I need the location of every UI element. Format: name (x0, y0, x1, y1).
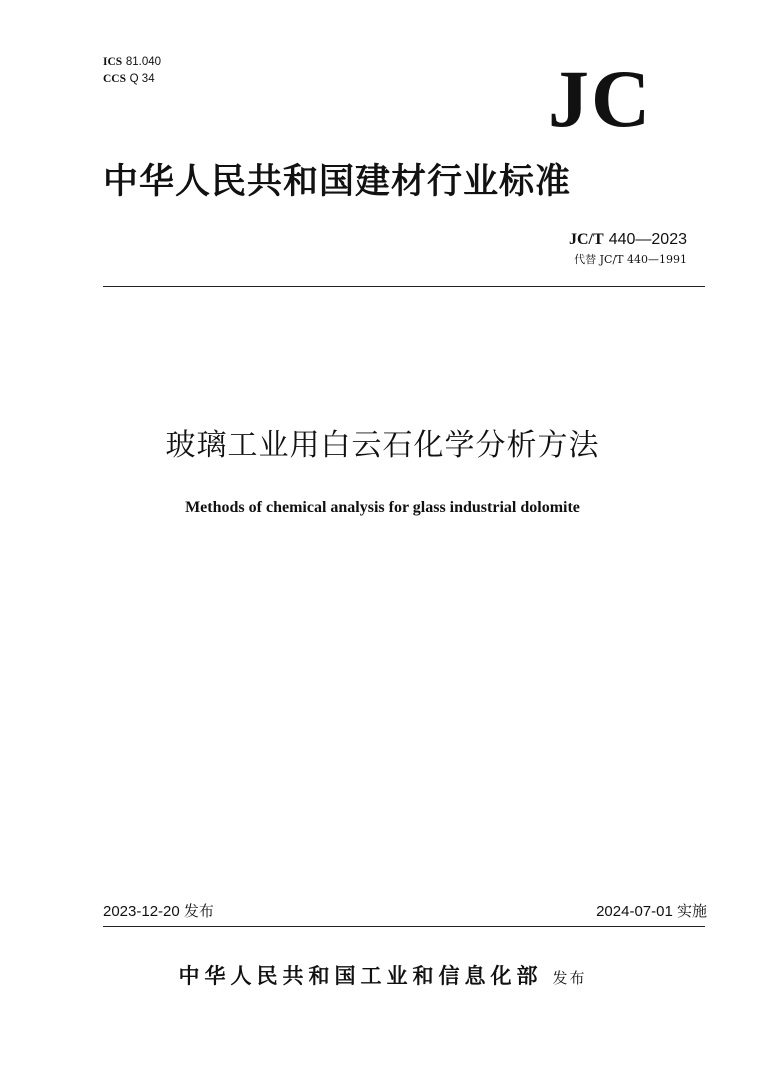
ccs-value: Q 34 (129, 73, 155, 85)
ics-value: 81.040 (125, 56, 162, 68)
ics-label: ICS (103, 56, 123, 68)
standard-prefix: JC/T (568, 231, 604, 248)
footer-divider (103, 926, 705, 927)
ics-code (103, 53, 161, 70)
jc-logo: JC (548, 53, 653, 144)
title-chinese: 玻璃工业用白云石化学分析方法 (165, 428, 600, 463)
standard-number (569, 229, 687, 250)
standard-code: 440—2023 (608, 231, 687, 248)
issuer-action: 发布 (552, 969, 587, 987)
classification-codes (103, 53, 161, 87)
ccs-code (103, 70, 161, 87)
standard-category: 中华人民共和国建材行业标准 (103, 161, 572, 202)
title-english: Methods of chemical analysis for glass industrial dolomite (185, 499, 580, 516)
ccs-label: CCS (103, 73, 127, 85)
header-divider (103, 286, 705, 287)
replaces-note: 代替 JC/T 440—1991 (574, 253, 687, 266)
issuer-organization: 中华人民共和国工业和信息化部 (178, 963, 543, 988)
issuer (0, 960, 765, 990)
standard-number-block (569, 229, 687, 268)
implement-date: 2024-07-01 实施 (596, 903, 707, 920)
publish-date: 2023-12-20 发布 (103, 903, 214, 920)
